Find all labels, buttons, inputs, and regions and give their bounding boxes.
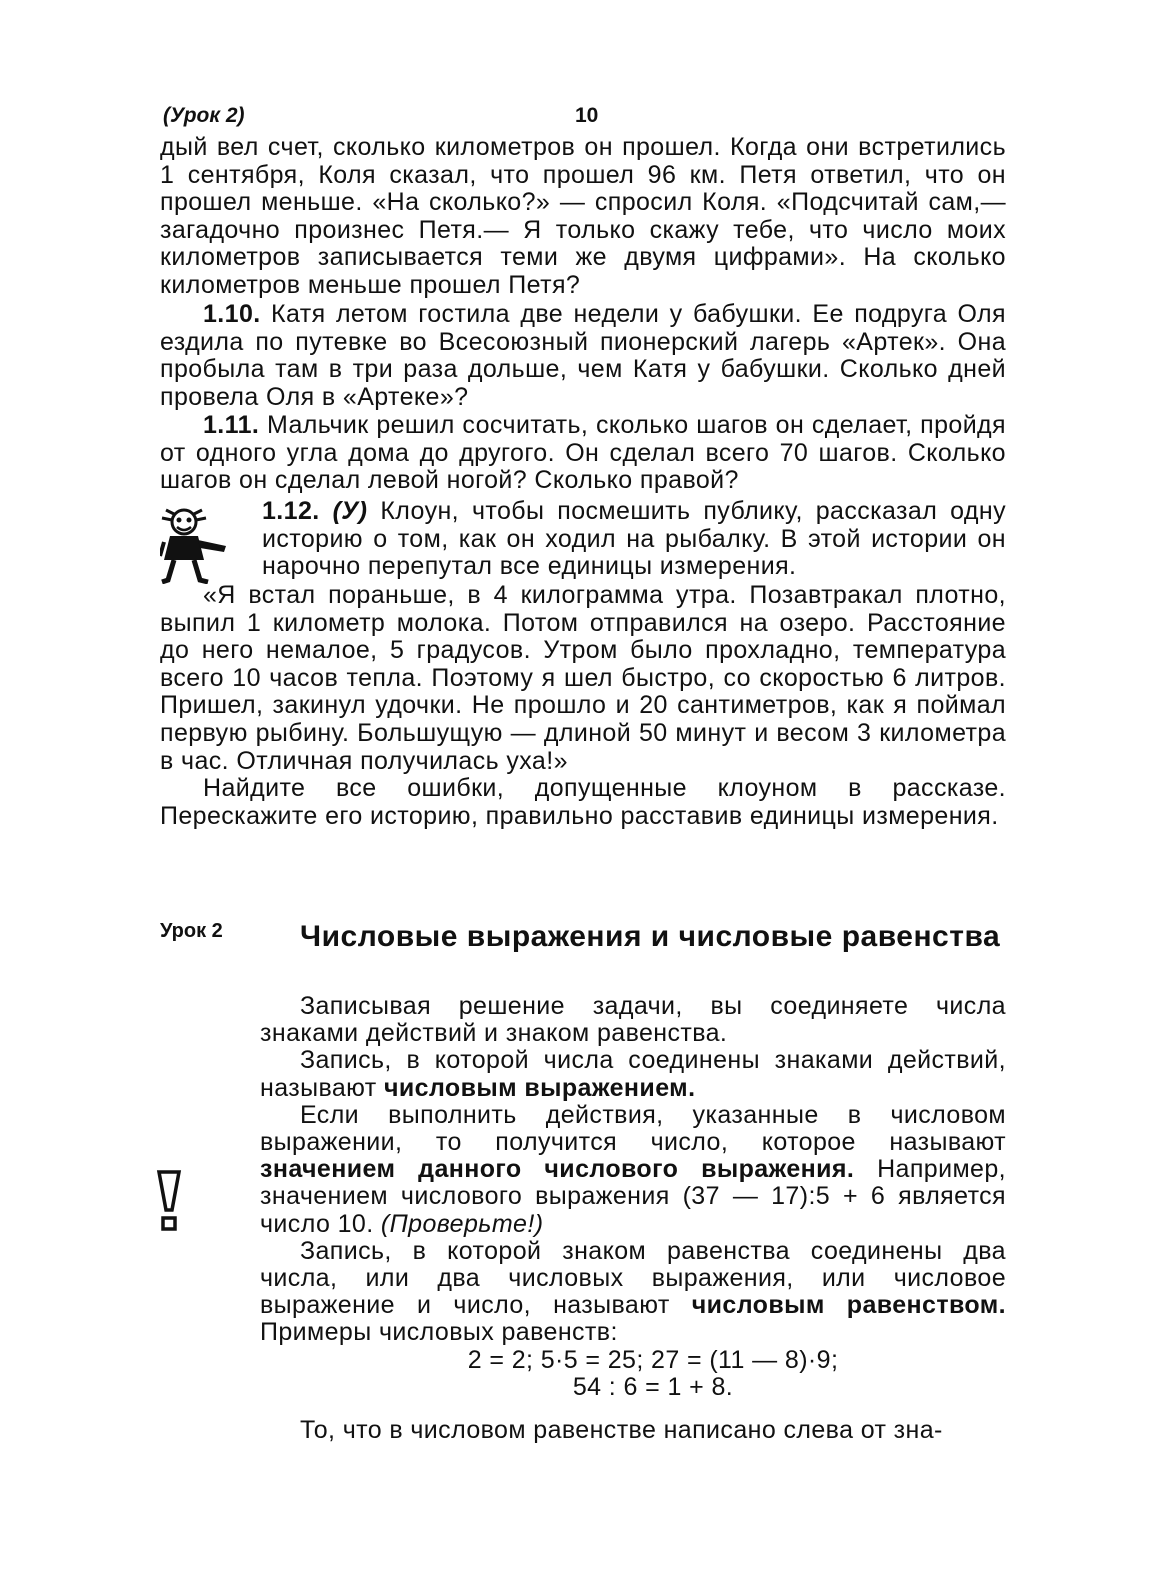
problem-number: 1.11. [203,411,260,439]
theory-p2: Запись, в которой числа соединены знаками действий, называют числовым выражением. [260,1046,1006,1102]
problem-1-11 [160,412,1006,495]
problem-number: 1.12. [262,497,320,525]
problem-text: Мальчик решил сосчитать, сколько шагов он сделает, пройдя от одного угла дома до другого. Он сделал всего 70 шагов. Сколько шагов он сделал левой ногой? Сколько правой? [160,411,1006,495]
theory-p1: Записывая решение задачи, вы соединяете числа знаками действий и знаком равенства. [260,992,1006,1048]
clown-icon [160,506,232,584]
term-numeric-expression: числовым выражением. [383,1073,696,1102]
problem-1-9-text: дый вел счет, сколько километров он прошел. Когда они встретились 1 сентября, Коля сказал, что прошел 96 км. Петя ответил, что он прошел меньше. «На сколько?» — спросил Коля. «Подсчитай сам,— загадочно произнес Петя.— Я только скажу тебе, что число моих километров записывается теми же двумя цифрами». На сколько километров меньше прошел Петя? [160,133,1006,299]
running-header [163,104,1006,134]
problem-1-10 [160,301,1006,411]
problem-1-12-intro [262,498,1006,581]
problem-1-9-continuation [160,134,1006,300]
formula-line-1: 2 = 2; 5·5 = 25; 27 = (11 — 8)·9; [467,1345,839,1374]
clown-story: «Я встал пораньше, в 4 килограмма утра. Позавтракал плотно, выпил 1 километр молока. Потом отправился на озеро. Расстояние до него немалое, 5 градусов. Утром было прохладно, температура всего 10 часов тепла. Поэтому я шел быстро, со скоростью 6 литров. Пришел, закинул удочки. Не прошло и 20 сантиметров, как я поймал первую рыбину. Большущую — длиной 50 минут и весом 3 километра в час. Отличная получилась уха!» [160,581,1006,775]
term-expression-value: значением данного числового выражения. [260,1155,855,1184]
theory-p3: Если выполнить действия, указанные в числовом выражении, то получится число, которое называют значением данного числового выражения. Например, значением числового выражения (37 — 17):5 + 6 является число 10. (Проверьте!) [260,1100,1006,1238]
clown-task: Найдите все ошибки, допущенные клоуном в рассказе. Перескажите его историю, правильно расставив единицы измерения. [160,774,1006,830]
check-note: (Проверьте!) [380,1209,544,1238]
problem-intro-text: Клоун, чтобы посмешить публику, рассказал одну историю о том, как он ходил на рыбалку. В этой истории он нарочно перепутал все единицы измерения. [262,497,1006,581]
exclamation-icon [156,1170,182,1232]
page-number: 10 [575,104,599,127]
section-label: Урок 2 [160,920,223,942]
problem-1-12-story [160,582,1006,830]
running-title: (Урок 2) [163,104,245,127]
problem-text: Катя летом гостила две недели у бабушки. Ее подруга Оля ездила по путевке во Всесоюзный пионерский лагерь «Артек». Она пробыла там в три раза дольше, чем Катя у бабушки. Сколько дней провела Оля в «Артеке»? [160,300,1006,411]
formula-line-2: 54 : 6 = 1 + 8. [572,1372,734,1401]
term-numeric-equality: числовым равенством. [691,1291,1006,1320]
problem-number: 1.10. [203,300,261,328]
problem-mark: (У) [332,497,368,525]
theory-text [260,993,1006,1444]
section-title: Числовые выражения и числовые равенства [300,920,1001,953]
theory-p5: То, что в числовом равенстве написано слева от зна- [300,1416,943,1445]
theory-p4: Запись, в которой знаком равенства соединены два числа, или два числовых выражения, или числовое выражение и число, называют числовым равенством. Примеры числовых равенств: [260,1236,1006,1347]
